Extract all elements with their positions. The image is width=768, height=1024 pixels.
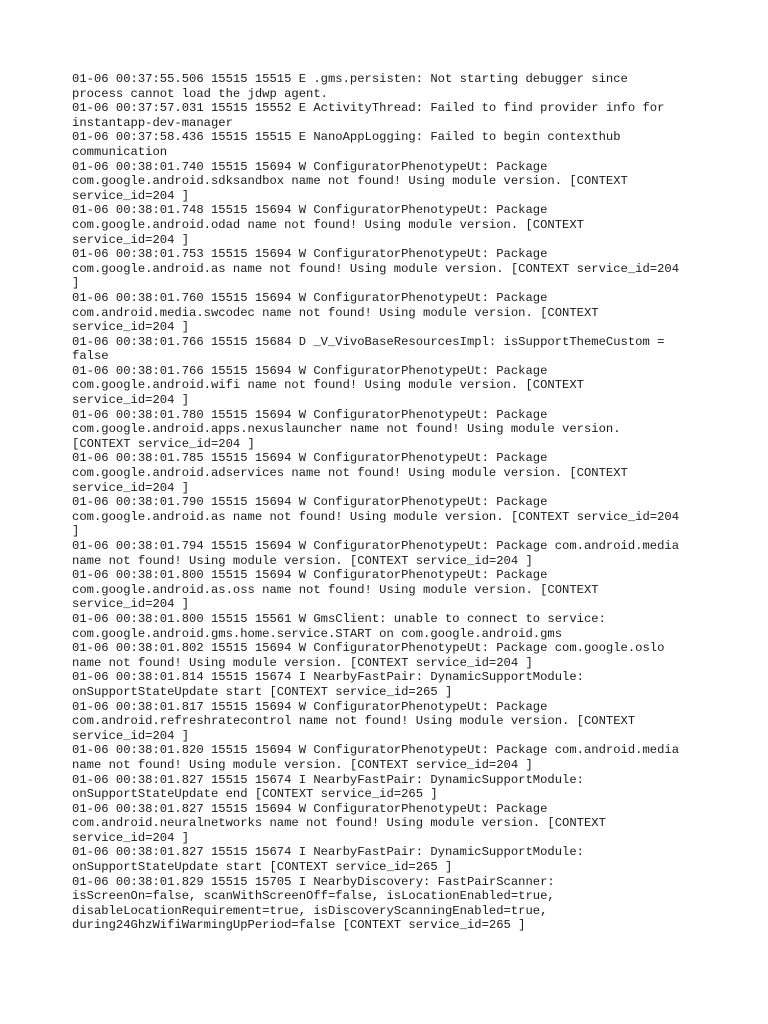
log-line: 01-06 00:38:01.802 15515 15694 W ConfiguratorPhenotypeUt: Package com.google.oslo <box>72 641 665 656</box>
log-line: com.android.refreshratecontrol name not found! Using module version. [CONTEXT <box>72 714 636 729</box>
log-line: instantapp-dev-manager <box>72 115 233 130</box>
log-line: 01-06 00:38:01.817 15515 15694 W ConfiguratorPhenotypeUt: Package <box>72 699 548 714</box>
log-line: com.google.android.apps.nexuslauncher name not found! Using module version. <box>72 422 621 437</box>
log-line: com.google.android.as name not found! Using module version. [CONTEXT service_id=204 <box>72 509 680 524</box>
log-line: communication <box>72 144 168 159</box>
log-line: process cannot load the jdwp agent. <box>72 86 328 101</box>
log-line: false <box>72 349 109 364</box>
log-line: 01-06 00:38:01.827 15515 15674 I NearbyFastPair: DynamicSupportModule: <box>72 772 584 787</box>
log-line: 01-06 00:37:58.436 15515 15515 E NanoAppLogging: Failed to begin contexthub <box>72 130 621 145</box>
log-line: 01-06 00:38:01.829 15515 15705 I NearbyDiscovery: FastPairScanner: <box>72 874 555 889</box>
log-line: service_id=204 ] <box>72 232 190 247</box>
log-line: com.google.android.adservices name not found! Using module version. [CONTEXT <box>72 466 628 481</box>
log-line: 01-06 00:38:01.814 15515 15674 I NearbyFastPair: DynamicSupportModule: <box>72 670 584 685</box>
log-line: 01-06 00:38:01.753 15515 15694 W ConfiguratorPhenotypeUt: Package <box>72 247 548 262</box>
log-line: 01-06 00:38:01.760 15515 15694 W ConfiguratorPhenotypeUt: Package <box>72 290 548 305</box>
log-line: service_id=204 ] <box>72 597 190 612</box>
log-line: name not found! Using module version. [CONTEXT service_id=204 ] <box>72 757 533 772</box>
log-line: service_id=204 ] <box>72 393 190 408</box>
log-line: 01-06 00:38:01.785 15515 15694 W ConfiguratorPhenotypeUt: Package <box>72 451 548 466</box>
log-line: 01-06 00:38:01.780 15515 15694 W ConfiguratorPhenotypeUt: Package <box>72 407 548 422</box>
log-line: 01-06 00:37:55.506 15515 15515 E .gms.persisten: Not starting debugger since <box>72 72 628 86</box>
log-line: 01-06 00:38:01.766 15515 15684 D _V_VivoBaseResourcesImpl: isSupportThemeCustom = <box>72 334 665 349</box>
log-line: 01-06 00:38:01.748 15515 15694 W ConfiguratorPhenotypeUt: Package <box>72 203 548 218</box>
log-line: com.android.neuralnetworks name not found! Using module version. [CONTEXT <box>72 816 606 831</box>
log-line: com.google.android.gms.home.service.START on com.google.android.gms <box>72 626 563 641</box>
log-line: during24GhzWifiWarmingUpPeriod=false [CONTEXT service_id=265 ] <box>72 918 526 933</box>
log-line: 01-06 00:38:01.800 15515 15694 W ConfiguratorPhenotypeUt: Package <box>72 568 548 583</box>
log-line: [CONTEXT service_id=204 ] <box>72 436 255 451</box>
log-line: onSupportStateUpdate start [CONTEXT service_id=265 ] <box>72 860 453 875</box>
log-line: service_id=204 ] <box>72 728 190 743</box>
log-line: service_id=204 ] <box>72 188 190 203</box>
log-line: ] <box>72 276 80 291</box>
log-line: 01-06 00:38:01.800 15515 15561 W GmsClient: unable to connect to service: <box>72 611 606 626</box>
log-line: service_id=204 ] <box>72 480 190 495</box>
log-line: name not found! Using module version. [CONTEXT service_id=204 ] <box>72 655 533 670</box>
log-line: 01-06 00:38:01.827 15515 15694 W ConfiguratorPhenotypeUt: Package <box>72 801 548 816</box>
log-line: onSupportStateUpdate end [CONTEXT service_id=265 ] <box>72 787 438 802</box>
log-line: service_id=204 ] <box>72 830 190 845</box>
log-line: name not found! Using module version. [CONTEXT service_id=204 ] <box>72 553 533 568</box>
log-line: 01-06 00:38:01.794 15515 15694 W ConfiguratorPhenotypeUt: Package com.android.media <box>72 539 680 553</box>
log-line: com.google.android.wifi name not found! Using module version. [CONTEXT <box>72 378 584 393</box>
log-line: com.google.android.as name not found! Using module version. [CONTEXT service_id=204 <box>72 261 680 276</box>
log-line: com.google.android.sdksandbox name not found! Using module version. [CONTEXT <box>72 174 628 189</box>
log-line: onSupportStateUpdate start [CONTEXT service_id=265 ] <box>72 684 453 699</box>
log-line: 01-06 00:38:01.790 15515 15694 W ConfiguratorPhenotypeUt: Package <box>72 495 548 510</box>
log-document <box>72 72 712 933</box>
log-line: ] <box>72 524 80 539</box>
log-line: 01-06 00:38:01.740 15515 15694 W ConfiguratorPhenotypeUt: Package <box>72 159 548 174</box>
log-line: com.google.android.odad name not found! Using module version. [CONTEXT <box>72 217 584 232</box>
log-line: 01-06 00:38:01.820 15515 15694 W ConfiguratorPhenotypeUt: Package com.android.media <box>72 743 680 758</box>
log-line: isScreenOn=false, scanWithScreenOff=false, isLocationEnabled=true, <box>72 889 555 904</box>
log-line: service_id=204 ] <box>72 320 190 335</box>
log-line: com.android.media.swcodec name not found! Using module version. [CONTEXT <box>72 305 599 320</box>
log-line: 01-06 00:37:57.031 15515 15552 E ActivityThread: Failed to find provider info for <box>72 101 665 116</box>
log-line: disableLocationRequirement=true, isDiscoveryScanningEnabled=true, <box>72 903 548 918</box>
log-line: 01-06 00:38:01.766 15515 15694 W ConfiguratorPhenotypeUt: Package <box>72 363 548 378</box>
log-line: com.google.android.as.oss name not found! Using module version. [CONTEXT <box>72 582 599 597</box>
log-line: 01-06 00:38:01.827 15515 15674 I NearbyFastPair: DynamicSupportModule: <box>72 845 584 860</box>
